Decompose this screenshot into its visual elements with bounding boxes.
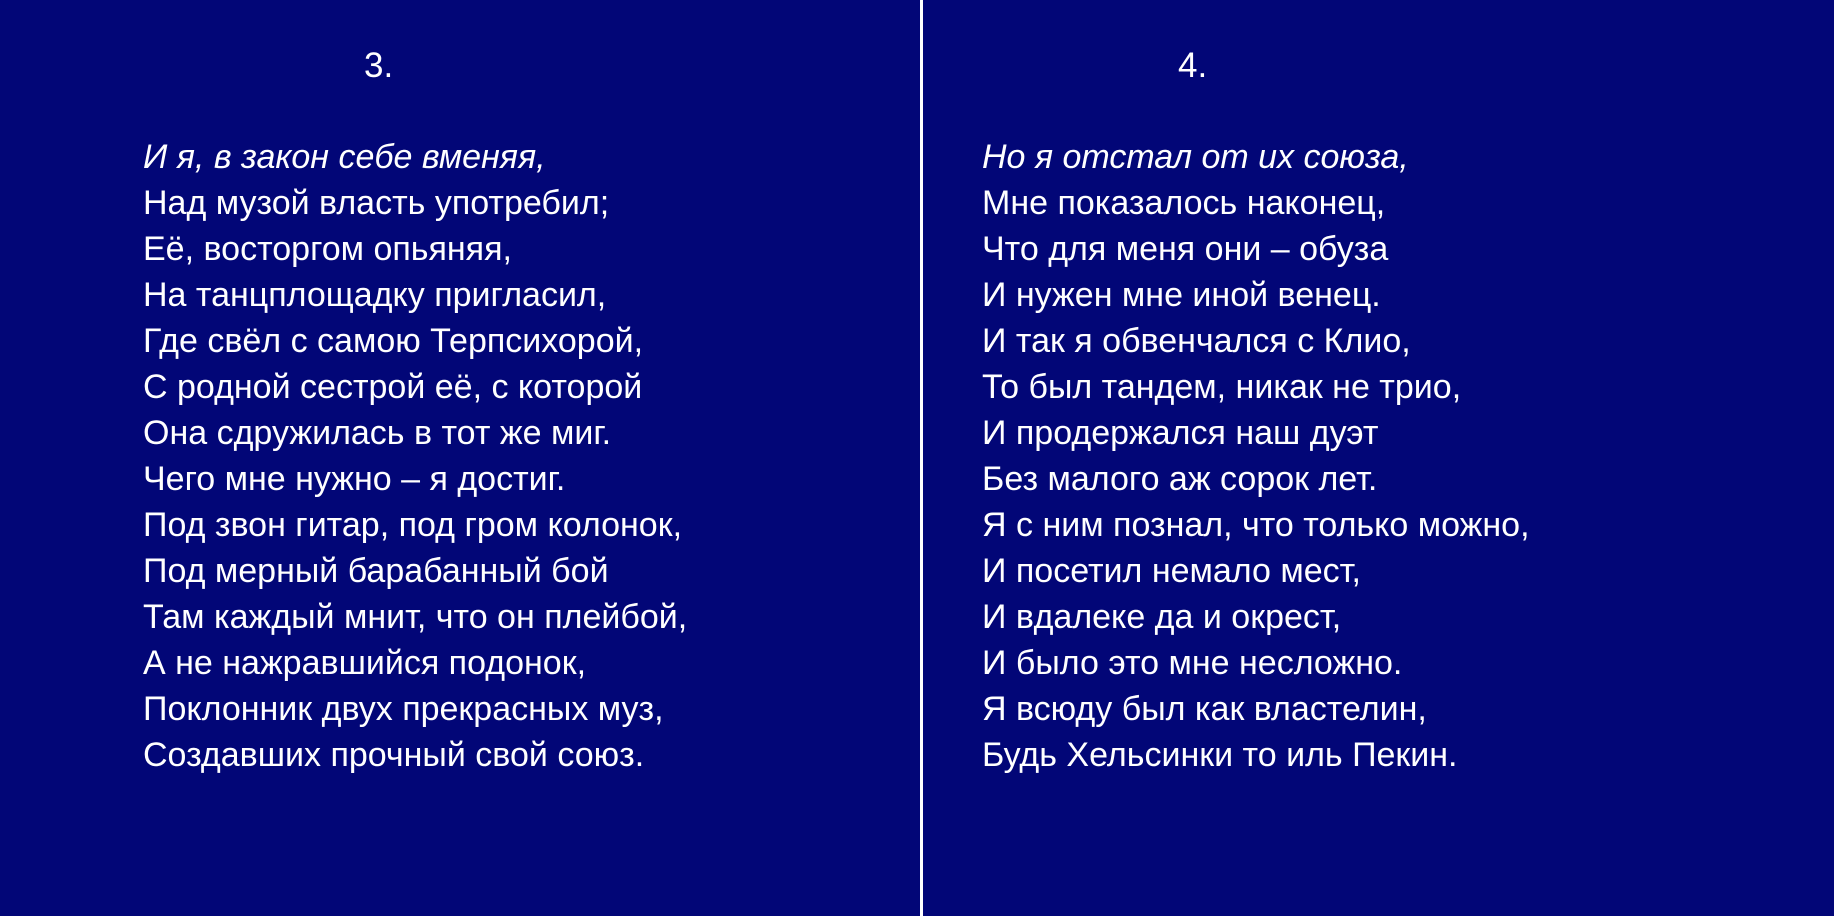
verse-line: И я, в закон себе вменяя, [143, 138, 546, 176]
verse-line: Но я отстал от их союза, [982, 138, 1409, 176]
verse-line: Под звон гитар, под гром колонок, [143, 506, 683, 544]
verse-line: Поклонник двух прекрасных муз, [143, 690, 664, 728]
verse-line: И так я обвенчался с Клио, [982, 322, 1411, 360]
verse-line: Будь Хельсинки то иль Пекин. [982, 736, 1458, 774]
stanza-number: 3. [364, 46, 394, 85]
verse-line: Над музой власть употребил; [143, 184, 610, 222]
verse-line: Там каждый мнит, что он плейбой, [143, 598, 688, 636]
verse-line: И нужен мне иной венец. [982, 276, 1381, 314]
verse-line: Мне показалось наконец, [982, 184, 1386, 222]
verse-line: А не нажравшийся подонок, [143, 644, 587, 682]
stanza-verse [982, 134, 1530, 778]
verse-line: Я с ним познал, что только можно, [982, 506, 1530, 544]
verse-line: Что для меня они – обуза [982, 230, 1389, 268]
verse-line: Её, восторгом опьяняя, [143, 230, 512, 268]
stanza-number: 4. [1178, 46, 1208, 85]
verse-line: И было это мне несложно. [982, 644, 1403, 682]
verse-line: И вдалеке да и окрест, [982, 598, 1342, 636]
stanza-page-4 [923, 0, 1834, 916]
verse-line: Где свёл с самою Терпсихорой, [143, 322, 644, 360]
verse-line: С родной сестрой её, с которой [143, 368, 643, 406]
verse-line: То был тандем, никак не трио, [982, 368, 1462, 406]
verse-line: Чего мне нужно – я достиг. [143, 460, 566, 498]
verse-line: Под мерный барабанный бой [143, 552, 609, 590]
verse-line: И продержался наш дуэт [982, 414, 1379, 452]
verse-line: Я всюду был как властелин, [982, 690, 1427, 728]
stanza-verse [143, 134, 687, 778]
verse-line: Создавших прочный свой союз. [143, 736, 645, 774]
verse-line: И посетил немало мест, [982, 552, 1361, 590]
verse-line: На танцплощадку пригласил, [143, 276, 607, 314]
verse-line: Она сдружилась в тот же миг. [143, 414, 612, 452]
verse-line: Без малого аж сорок лет. [982, 460, 1378, 498]
